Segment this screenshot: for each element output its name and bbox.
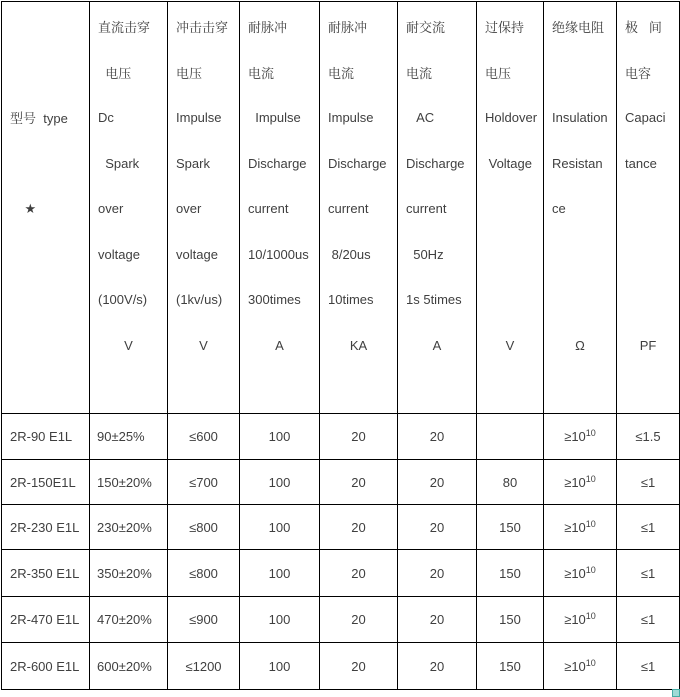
header-ac-discharge-current-unit: A	[432, 337, 442, 353]
header-dc-spark-over-voltage-lines	[90, 2, 167, 368]
header-impulse-discharge-current-8-20us-line: 8/20us	[328, 246, 371, 262]
header-ac-discharge-current-line: 电流	[406, 65, 433, 81]
header-holdover-voltage-line	[477, 232, 543, 278]
cell-model: 2R-150E1L	[2, 460, 90, 505]
cell-ac-discharge-current: 20	[398, 550, 477, 597]
cell-impulse-spark-over-voltage: ≤800	[168, 550, 240, 597]
header-dc-spark-over-voltage-line: (100V/s)	[98, 292, 148, 308]
header-holdover-voltage	[477, 2, 544, 414]
header-model-lines	[2, 2, 89, 368]
spec-table	[1, 1, 680, 690]
header-ac-discharge-current-line: current	[406, 201, 447, 217]
header-insulation-resistance-line: ce	[552, 201, 566, 217]
header-impulse-discharge-current-8-20us-line: current	[328, 201, 369, 217]
cell-capacitance: ≤1	[617, 460, 680, 505]
header-insulation-resistance	[544, 2, 617, 414]
header-impulse-discharge-current-8-20us-line: Impulse	[328, 110, 374, 126]
header-dc-spark-over-voltage-line: over	[98, 201, 124, 217]
header-capacitance-unit: PF	[639, 337, 657, 353]
cell-dc-spark-over-voltage: 470±20%	[90, 597, 168, 643]
cell-capacitance: ≤1	[617, 550, 680, 597]
header-ac-discharge-current-line: 50Hz	[406, 246, 444, 262]
cell-ac-discharge-current: 20	[398, 643, 477, 690]
header-dc-spark-over-voltage-line: voltage	[98, 246, 140, 262]
header-holdover-voltage-unit: V	[505, 337, 515, 353]
cell-impulse-discharge-current-8-20us: 20	[320, 505, 398, 550]
header-holdover-voltage-lines	[477, 2, 543, 368]
header-impulse-discharge-current-8-20us-line: 耐脉冲	[328, 20, 368, 36]
header-holdover-voltage-line: Holdover	[485, 110, 538, 126]
header-model-line: ★	[10, 200, 37, 216]
header-impulse-spark-over-voltage-line: (1kv/us)	[176, 292, 223, 308]
header-insulation-resistance-lines	[544, 2, 616, 368]
header-ac-discharge-current-line: 耐交流	[406, 20, 446, 36]
header-impulse-discharge-current-8-20us-line: 电流	[328, 65, 355, 81]
header-model-line: 型号 type	[10, 111, 68, 127]
cell-impulse-discharge-current-10-1000us: 100	[240, 550, 320, 597]
cell-impulse-discharge-current-8-20us: 20	[320, 414, 398, 460]
header-dc-spark-over-voltage-line: Spark	[98, 155, 140, 171]
superscript-exponent: 10	[585, 611, 596, 621]
header-dc-spark-over-voltage-unit: V	[124, 337, 133, 353]
header-impulse-spark-over-voltage-line: 冲击击穿	[176, 20, 229, 36]
cell-capacitance: ≤1	[617, 505, 680, 550]
cell-impulse-discharge-current-10-1000us: 100	[240, 414, 320, 460]
header-capacitance-line: Capaci	[625, 110, 666, 126]
header-insulation-resistance-line: 绝缘电阻	[552, 20, 605, 36]
header-impulse-spark-over-voltage-unit: V	[199, 337, 208, 353]
cell-impulse-discharge-current-10-1000us: 100	[240, 597, 320, 643]
cell-impulse-discharge-current-8-20us: 20	[320, 460, 398, 505]
cell-dc-spark-over-voltage: 350±20%	[90, 550, 168, 597]
header-ac-discharge-current-line: AC	[406, 110, 435, 126]
header-model-line	[2, 277, 89, 323]
header-impulse-spark-over-voltage-line: Spark	[176, 155, 210, 171]
cell-insulation-resistance: $\ge 10^{10}$	[544, 597, 617, 643]
header-impulse-discharge-current-10-1000us-line: current	[248, 201, 289, 217]
header-holdover-voltage-line: Voltage	[485, 155, 532, 171]
header-impulse-discharge-current-10-1000us-line: Discharge	[248, 155, 307, 171]
header-impulse-discharge-current-10-1000us	[240, 2, 320, 414]
header-impulse-discharge-current-8-20us-line: 10times	[328, 292, 374, 308]
header-impulse-discharge-current-10-1000us-line: 耐脉冲	[248, 20, 288, 36]
cell-dc-spark-over-voltage: 230±20%	[90, 505, 168, 550]
header-capacitance-line: 极 间	[625, 20, 662, 36]
header-impulse-discharge-current-8-20us-line: Discharge	[328, 155, 387, 171]
header-insulation-resistance-line: Resistan	[552, 155, 603, 171]
header-impulse-spark-over-voltage-line: voltage	[176, 246, 218, 262]
header-capacitance	[617, 2, 680, 414]
header-insulation-resistance-line	[544, 232, 616, 278]
header-ac-discharge-current	[398, 2, 477, 414]
cell-ac-discharge-current: 20	[398, 460, 477, 505]
cell-model: 2R-350 E1L	[2, 550, 90, 597]
cell-impulse-discharge-current-8-20us: 20	[320, 643, 398, 690]
cell-ac-discharge-current: 20	[398, 414, 477, 460]
cell-holdover-voltage: 150	[477, 643, 544, 690]
cell-insulation-resistance: $\ge 10^{10}$	[544, 550, 617, 597]
cell-impulse-spark-over-voltage: ≤1200	[168, 643, 240, 690]
superscript-exponent: 10	[585, 428, 596, 438]
header-holdover-voltage-line: 电压	[485, 65, 512, 81]
header-impulse-discharge-current-10-1000us-lines	[240, 2, 319, 368]
header-dc-spark-over-voltage	[90, 2, 168, 414]
superscript-exponent: 10	[585, 657, 596, 668]
cell-holdover-voltage: 80	[477, 460, 544, 505]
cell-impulse-discharge-current-10-1000us: 100	[240, 643, 320, 690]
cell-impulse-discharge-current-8-20us: 20	[320, 597, 398, 643]
cell-dc-spark-over-voltage: 90±25%	[90, 414, 168, 460]
header-model-unit	[2, 323, 89, 369]
header-insulation-resistance-line	[544, 277, 616, 323]
header-impulse-discharge-current-10-1000us-line: 10/1000us	[248, 246, 309, 262]
cell-impulse-spark-over-voltage: ≤600	[168, 414, 240, 460]
cell-impulse-discharge-current-10-1000us: 100	[240, 460, 320, 505]
header-insulation-resistance-line	[544, 50, 616, 96]
header-ac-discharge-current-line: Discharge	[406, 155, 465, 171]
cell-impulse-discharge-current-8-20us: 20	[320, 550, 398, 597]
cell-holdover-voltage: 150	[477, 550, 544, 597]
header-impulse-spark-over-voltage	[168, 2, 240, 414]
table-row	[2, 643, 680, 690]
header-impulse-discharge-current-10-1000us-line: 电流	[248, 65, 275, 81]
header-holdover-voltage-line	[477, 277, 543, 323]
spec-table-body	[2, 414, 680, 690]
header-capacitance-line	[617, 277, 679, 323]
header-impulse-spark-over-voltage-line: Impulse	[176, 110, 222, 126]
header-insulation-resistance-line: Insulation	[552, 110, 608, 126]
header-model-line	[2, 232, 89, 278]
header-capacitance-line	[617, 186, 679, 232]
header-model-line	[2, 50, 89, 96]
table-row	[2, 460, 680, 505]
header-dc-spark-over-voltage-line: 电压	[98, 65, 132, 81]
cell-model: 2R-600 E1L	[2, 643, 90, 690]
cell-insulation-resistance: $\ge 10^{10}$	[544, 505, 617, 550]
cell-holdover-voltage: 150	[477, 505, 544, 550]
header-dc-spark-over-voltage-line: 直流击穿	[98, 20, 151, 36]
header-impulse-spark-over-voltage-lines	[168, 2, 239, 368]
cell-capacitance: ≤1	[617, 643, 680, 690]
superscript-exponent: 10	[585, 564, 596, 575]
header-impulse-spark-over-voltage-line: 电压	[176, 65, 203, 81]
table-row	[2, 550, 680, 597]
cell-ac-discharge-current: 20	[398, 505, 477, 550]
cell-insulation-resistance: $\ge 10^{10}$	[544, 460, 617, 505]
cell-holdover-voltage	[477, 414, 544, 460]
cell-impulse-discharge-current-10-1000us: 100	[240, 505, 320, 550]
cell-capacitance: ≤1	[617, 597, 680, 643]
header-ac-discharge-current-lines	[398, 2, 476, 368]
cell-capacitance: ≤1.5	[617, 414, 680, 460]
header-capacitance-lines	[617, 2, 679, 368]
cell-model: 2R-470 E1L	[2, 597, 90, 643]
header-ac-discharge-current-line: 1s 5times	[406, 292, 462, 308]
header-impulse-discharge-current-10-1000us-line: Impulse	[248, 110, 301, 126]
superscript-exponent: 10	[585, 473, 596, 484]
header-row	[2, 2, 680, 414]
cell-dc-spark-over-voltage: 600±20%	[90, 643, 168, 690]
header-capacitance-line: 电容	[625, 65, 652, 81]
cell-impulse-spark-over-voltage: ≤700	[168, 460, 240, 505]
cell-impulse-spark-over-voltage: ≤800	[168, 505, 240, 550]
table-row	[2, 597, 680, 643]
header-impulse-discharge-current-10-1000us-line: 300times	[248, 292, 301, 308]
header-insulation-resistance-unit: Ω	[575, 337, 585, 353]
header-holdover-voltage-line	[477, 186, 543, 232]
header-holdover-voltage-line: 过保持	[485, 20, 525, 36]
header-impulse-discharge-current-8-20us-lines	[320, 2, 397, 368]
superscript-exponent: 10	[585, 518, 596, 529]
header-impulse-spark-over-voltage-line: over	[176, 201, 202, 217]
cell-model: 2R-90 E1L	[2, 414, 90, 460]
cell-dc-spark-over-voltage: 150±20%	[90, 460, 168, 505]
header-capacitance-line: tance	[625, 155, 657, 171]
table-resize-handle[interactable]	[672, 689, 680, 697]
header-impulse-discharge-current-10-1000us-unit: A	[275, 337, 284, 353]
header-impulse-discharge-current-8-20us-unit: KA	[349, 337, 368, 353]
header-model-line	[2, 4, 89, 50]
cell-impulse-spark-over-voltage: ≤900	[168, 597, 240, 643]
cell-insulation-resistance: $\ge 10^{10}$	[544, 414, 617, 460]
cell-model: 2R-230 E1L	[2, 505, 90, 550]
header-dc-spark-over-voltage-line: Dc	[98, 110, 114, 126]
cell-ac-discharge-current: 20	[398, 597, 477, 643]
cell-holdover-voltage: 150	[477, 597, 544, 643]
header-model	[2, 2, 90, 414]
header-capacitance-line	[617, 232, 679, 278]
table-row	[2, 414, 680, 460]
table-row	[2, 505, 680, 550]
cell-insulation-resistance: $\ge 10^{10}$	[544, 643, 617, 690]
header-model-line	[2, 141, 89, 187]
spec-table-header	[2, 2, 680, 414]
header-impulse-discharge-current-8-20us	[320, 2, 398, 414]
